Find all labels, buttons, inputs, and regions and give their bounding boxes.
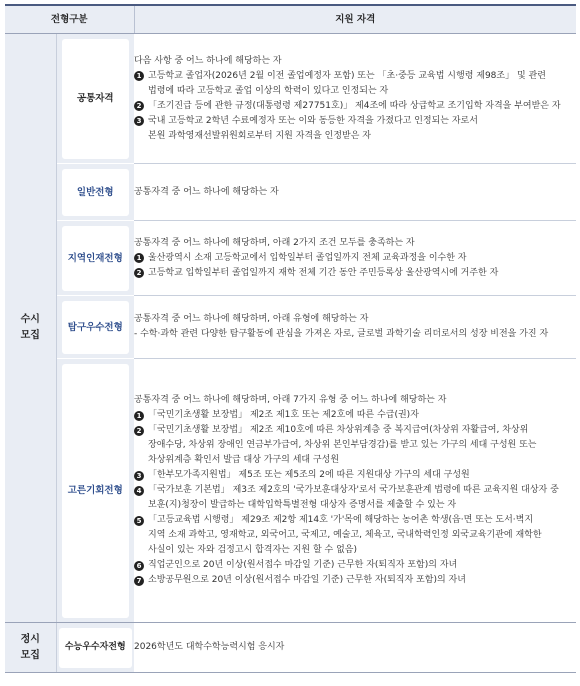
number-badge: 6: [134, 561, 144, 571]
qualification-intro: 2026학년도 대학수학능력시험 응시자: [134, 642, 285, 652]
table-header-row: [5, 5, 576, 34]
item-text: 사실이 있는 자와 검정고시 합격자는 지원 할 수 없음): [148, 545, 357, 555]
list-item: [134, 513, 576, 558]
subtype-csat: 수능우수자전형: [59, 628, 133, 668]
number-badge: 2: [134, 101, 144, 111]
list-item: [134, 483, 576, 513]
list-item: [134, 423, 576, 468]
list-item: [134, 408, 576, 423]
item-text: 국내 고등학교 2학년 수료예정자 또는 이와 동등한 자격을 가졌다고 인정되는 자로서: [148, 115, 478, 126]
table-row: [5, 164, 576, 221]
category-susi: [5, 34, 56, 623]
table-row: [5, 359, 576, 623]
number-badge: 3: [134, 116, 144, 126]
item-text: 보훈(지)청장이 발급하는 대학입학특별전형 대상자 증명서를 제출할 수 있는 자: [148, 500, 457, 510]
list-item: [134, 114, 576, 144]
qualification-cell: [134, 34, 576, 164]
number-badge: 4: [134, 486, 144, 496]
item-text: 울산광역시 소재 고등학교에서 입학일부터 졸업일까지 전체 교육과정을 이수한 자: [148, 252, 467, 263]
number-badge: 2: [134, 268, 144, 278]
category-jeongsi-line1: 정시: [20, 633, 40, 645]
item-text: 직업군인으로 20년 이상(원서접수 마감일 기준) 근무한 자(퇴직자 포함)의 자녀: [148, 560, 458, 570]
item-text: 본원 과학영재선발위원회로부터 지원 자격을 인정받은 자: [148, 130, 371, 141]
subtype-equal-opportunity: 고른기회전형: [62, 364, 130, 618]
subtype-cell: [56, 221, 134, 296]
item-text: 법령에 따라 고등학교 졸업 이상의 학력이 있다고 인정되는 자: [148, 85, 389, 96]
qualification-intro: 공통자격 중 어느 하나에 해당하며, 아래 유형에 해당하는 자: [134, 314, 369, 324]
number-badge: 1: [134, 71, 144, 81]
list-item: [134, 573, 576, 588]
header-qualification: 지원 자격: [134, 5, 576, 34]
number-badge: 2: [134, 426, 144, 436]
item-text: 「국민기초생활 보장법」 제2조 제1호 또는 제2호에 따른 수급(권)자: [148, 410, 419, 420]
number-badge: 5: [134, 516, 144, 526]
subtype-regional: 지역인재전형: [62, 226, 130, 291]
qualification-intro: 다음 사항 중 어느 하나에 해당하는 자: [134, 55, 282, 66]
item-text: 「국가보훈 기본법」 제3조 제2호의 '국가보훈대상자'로서 국가보훈관계 법령에 따른 교육지원 대상자 중: [148, 485, 559, 495]
item-text: 「한부모가족지원법」 제5조 또는 제5조의 2에 따른 지원대상 가구의 세대 구성원: [148, 470, 470, 480]
subtype-cell: [56, 623, 134, 673]
qualification-cell: [134, 221, 576, 296]
qualification-cell: [134, 164, 576, 221]
item-text: 장애수당, 차상위 장애인 연금부가급여, 차상위 본인부담경감)를 받고 있는 가구의 세대 구성원 또는: [148, 440, 537, 450]
list-item: [134, 69, 576, 99]
qualification-cell: [134, 296, 576, 359]
list-item: [134, 558, 576, 573]
list-item: [134, 266, 576, 281]
table-row: [5, 34, 576, 164]
table-row: [5, 623, 576, 673]
item-text: 지역 소재 과학고, 영재학교, 외국어고, 국제고, 예술고, 체육고, 국내학력인정 외국교육기관에 재학한: [148, 530, 542, 540]
item-text: 차상위계층 확인서 발급 대상 가구의 세대 구성원: [148, 455, 340, 465]
number-badge: 7: [134, 576, 144, 586]
number-badge: 3: [134, 471, 144, 481]
list-item: [134, 251, 576, 266]
category-susi-line2: 모집: [20, 330, 40, 341]
qualification-intro: 공통자격 중 어느 하나에 해당하는 자: [134, 186, 279, 197]
header-category: 전형구분: [5, 5, 134, 34]
qualification-cell: [134, 623, 576, 673]
subtype-common: 공통자격: [62, 39, 130, 159]
qualification-dash-item: - 수학·과학 관련 다양한 탐구활동에 관심을 가져온 자로, 글로벌 과학기술 리더로서의 성장 비전을 가진 자: [134, 329, 549, 339]
subtype-inquiry: 탐구우수전형: [62, 301, 130, 354]
number-badge: 1: [134, 411, 144, 421]
subtype-general: 일반전형: [62, 169, 130, 216]
qualification-cell: [134, 359, 576, 623]
item-text: 「고등교육법 시행령」 제29조 제2항 제14호 '가'목에 해당하는 농어촌 학생(읍·면 또는 도서·벽지: [148, 515, 534, 525]
item-text: 고등학교 졸업자(2026년 2월 이전 졸업예정자 포함) 또는 「초·중등 교육법 시행령 제98조」 및 관련: [148, 70, 546, 81]
subtype-cell: [56, 34, 134, 164]
item-text: 「국민기초생활 보장법」 제2조 제10호에 따른 차상위계층 중 복지급여(차상위 자활급여, 차상위: [148, 425, 529, 435]
item-text: 고등학교 입학일부터 졸업일까지 재학 전체 기간 동안 주민등록상 울산광역시에 거주한 자: [148, 267, 499, 278]
qualification-intro: 공통자격 중 어느 하나에 해당하며, 아래 7가지 유형 중 어느 하나에 해당하는 자: [134, 395, 447, 405]
item-text: 「조기진급 등에 관한 규정(대통령령 제27751호)」 제4조에 따라 상급학교 조기입학 자격을 부여받은 자: [148, 100, 561, 111]
admission-qualification-table: [5, 4, 576, 673]
category-jeongsi: [5, 623, 56, 673]
number-badge: 1: [134, 253, 144, 263]
table-row: [5, 221, 576, 296]
list-item: [134, 468, 576, 483]
category-jeongsi-line2: 모집: [20, 649, 40, 661]
subtype-cell: [56, 359, 134, 623]
subtype-cell: [56, 164, 134, 221]
subtype-cell: [56, 296, 134, 359]
category-susi-line1: 수시: [20, 314, 40, 325]
item-text: 소방공무원으로 20년 이상(원서접수 마감일 기준) 근무한 자(퇴직자 포함)의 자녀: [148, 575, 466, 585]
table-row: [5, 296, 576, 359]
qualification-intro: 공통자격 중 어느 하나에 해당하며, 아래 2가지 조건 모두를 충족하는 자: [134, 237, 415, 248]
list-item: [134, 99, 576, 114]
